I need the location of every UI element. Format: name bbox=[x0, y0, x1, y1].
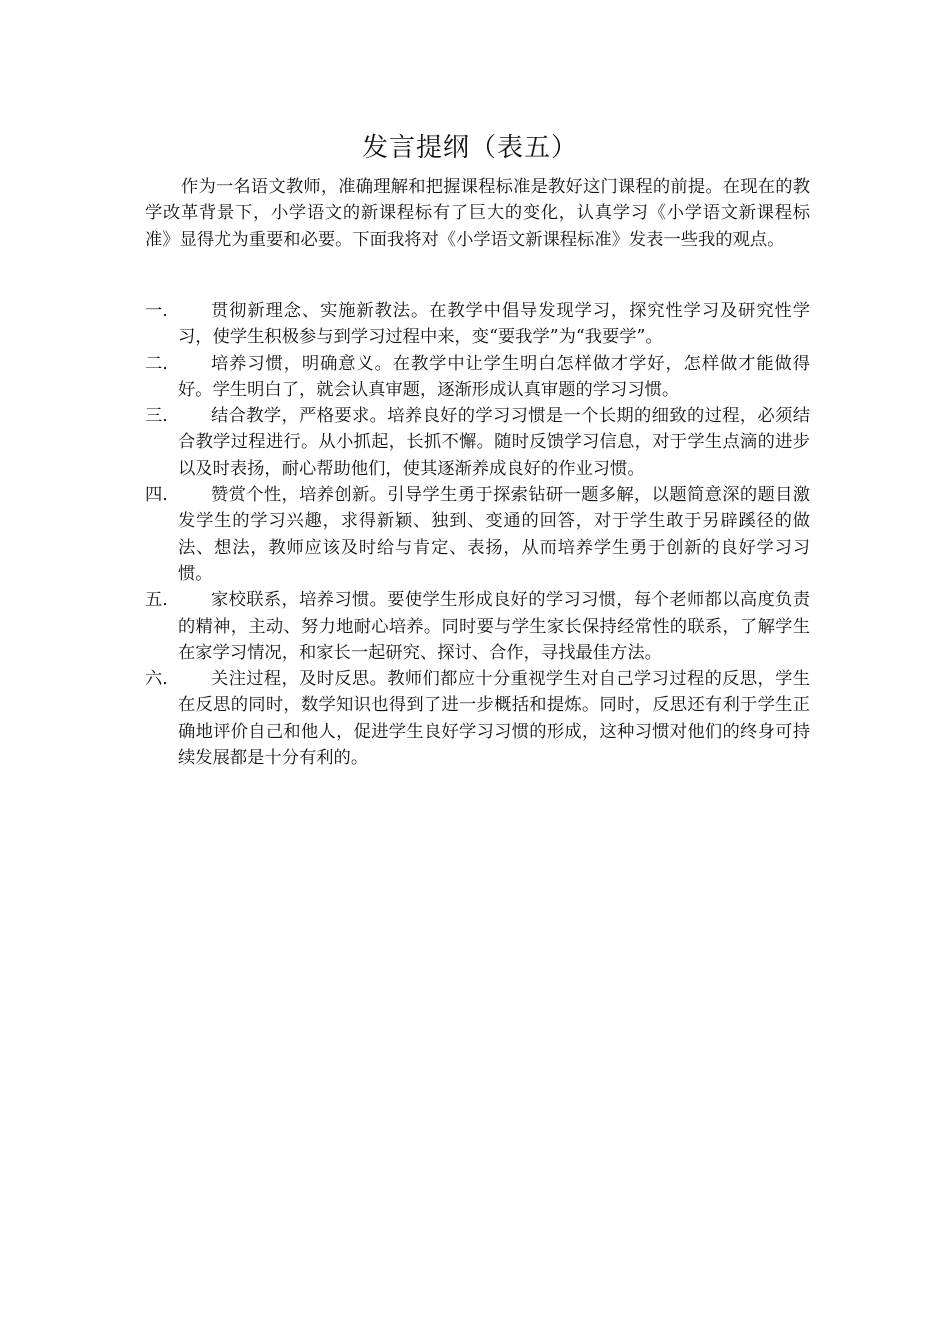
list-item bbox=[145, 587, 810, 666]
list-marker: 二. bbox=[145, 353, 168, 374]
list-marker: 四. bbox=[145, 485, 168, 506]
list-item-text: 赞赏个性，培养创新。引导学生勇于探索钻研一题多解，以题简意深的题目激发学生的学习兴趣，求得新颖、独到、变通的回答，对于学生敢于另辟蹊径的做法、想法，教师应该及时给与肯定、表扬，从而培养学生勇于创新的良好学习习惯。 bbox=[178, 485, 810, 584]
list-marker: 五. bbox=[145, 590, 168, 611]
list-item bbox=[145, 351, 810, 404]
list-item-text: 家校联系，培养习惯。要使学生形成良好的学习习惯，每个老师都以高度负责的精神，主动、努力地耐心培养。同时要与学生家长保持经常性的联系，了解学生在家学习情况，和家长一起研究、探讨、合作，寻找最佳方法。 bbox=[178, 590, 810, 663]
list-item bbox=[145, 666, 810, 771]
list-marker: 三. bbox=[145, 406, 168, 427]
list-item bbox=[145, 298, 810, 351]
intro-paragraph: 作为一名语文教师，准确理解和把握课程标准是教好这门课程的前提。在现在的教学改革背景下，小学语文的新课程标有了巨大的变化，认真学习《小学语文新课程标准》显得尤为重要和必要。下面我将对《小学语文新课程标准》发表一些我的观点。 bbox=[145, 177, 810, 250]
list-marker: 一. bbox=[145, 301, 168, 321]
list-item bbox=[145, 403, 810, 482]
list-marker: 六. bbox=[145, 669, 168, 690]
list-item-text: 贯彻新理念、实施新教法。在教学中倡导发现学习，探究性学习及研究性学习，使学生积极参与到学习过程中来，变“要我学”为“我要学”。 bbox=[178, 301, 810, 348]
list-item-text: 培养习惯，明确意义。在教学中让学生明白怎样做才学好，怎样做才能做得好。学生明白了，就会认真审题，逐渐形成认真审题的学习习惯。 bbox=[178, 353, 810, 400]
list-item-text: 结合教学，严格要求。培养良好的学习习惯是一个长期的细致的过程，必须结合教学过程进行。从小抓起，长抓不懈。随时反馈学习信息，对于学生点滴的进步以及时表扬，耐心帮助他们，使其逐渐养成良好的作业习惯。 bbox=[178, 406, 810, 479]
viewpoint-list bbox=[145, 298, 810, 771]
document-title: 发言提纲（表五） bbox=[361, 133, 578, 163]
list-item bbox=[145, 482, 810, 587]
list-item-text: 关注过程，及时反思。教师们都应十分重视学生对自己学习过程的反思，学生在反思的同时，数学知识也得到了进一步概括和提炼。同时，反思还有利于学生正确地评价自己和他人，促进学生良好学习习惯的形成，这种习惯对他们的终身可持续发展都是十分有利的。 bbox=[178, 669, 810, 769]
